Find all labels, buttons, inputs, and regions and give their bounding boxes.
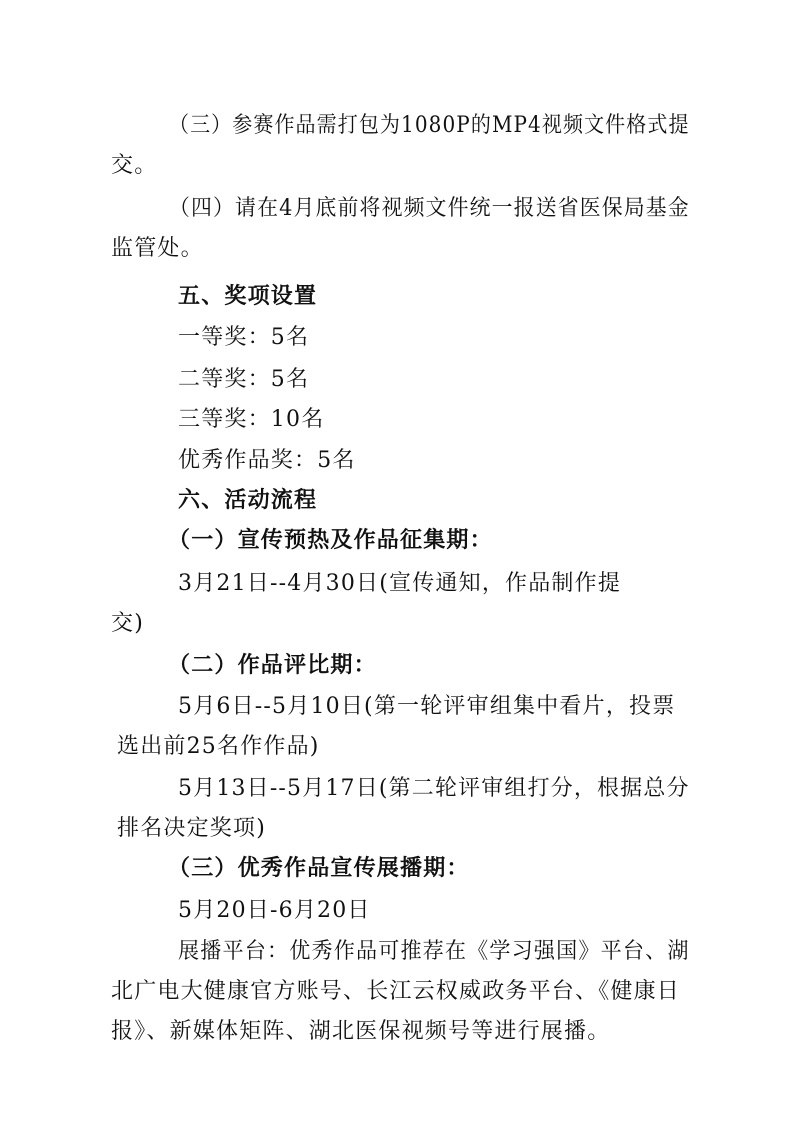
showcase-phase-dates: 5月20日-6月20日 bbox=[178, 898, 371, 923]
subheading-evaluation-phase: （二）作品评比期： bbox=[168, 653, 377, 678]
award-second-prize: 二等奖：5名 bbox=[178, 367, 310, 392]
submission-format-item-line-2: 交。 bbox=[111, 153, 158, 178]
evaluation-round1-line-1: 5月6日--5月10日(第一轮评审组集中看片，投票 bbox=[178, 694, 676, 719]
showcase-platforms-line-1: 展播平台：优秀作品可推荐在《学习强国》平台、湖 bbox=[178, 939, 690, 964]
award-third-prize: 三等奖：10名 bbox=[178, 407, 325, 432]
showcase-platforms-line-2: 北广电大健康官方账号、长江云权威政务平台、《健康日 bbox=[111, 979, 681, 1004]
section-heading-awards: 五、奖项设置 bbox=[178, 284, 318, 309]
award-first-prize: 一等奖：5名 bbox=[178, 325, 310, 350]
promotion-phase-dates-line-1: 3月21日--4月30日(宣传通知，作品制作提 bbox=[178, 571, 622, 596]
evaluation-round1-line-2: 选出前25名作作品) bbox=[117, 734, 320, 759]
subheading-promotion-phase: （一）宣传预热及作品征集期： bbox=[168, 528, 493, 553]
evaluation-round2-line-2: 排名决定奖项) bbox=[117, 816, 266, 841]
deadline-item-line-2: 监管处。 bbox=[111, 236, 204, 261]
section-heading-process: 六、活动流程 bbox=[178, 488, 318, 513]
evaluation-round2-line-1: 5月13日--5月17日(第二轮评审组打分，根据总分 bbox=[178, 776, 690, 801]
deadline-item-line-1: （四）请在4月底前将视频文件统一报送省医保局基金 bbox=[169, 196, 690, 221]
subheading-showcase-phase: （三）优秀作品宣传展播期： bbox=[168, 856, 470, 881]
award-excellence-prize: 优秀作品奖：5名 bbox=[178, 448, 356, 473]
showcase-platforms-line-3: 报》、新媒体矩阵、湖北医保视频号等进行展播。 bbox=[111, 1019, 611, 1044]
promotion-phase-dates-line-2: 交) bbox=[111, 611, 144, 636]
submission-format-item-line-1: （三）参赛作品需打包为1080P的MP4视频文件格式提 bbox=[169, 113, 690, 138]
